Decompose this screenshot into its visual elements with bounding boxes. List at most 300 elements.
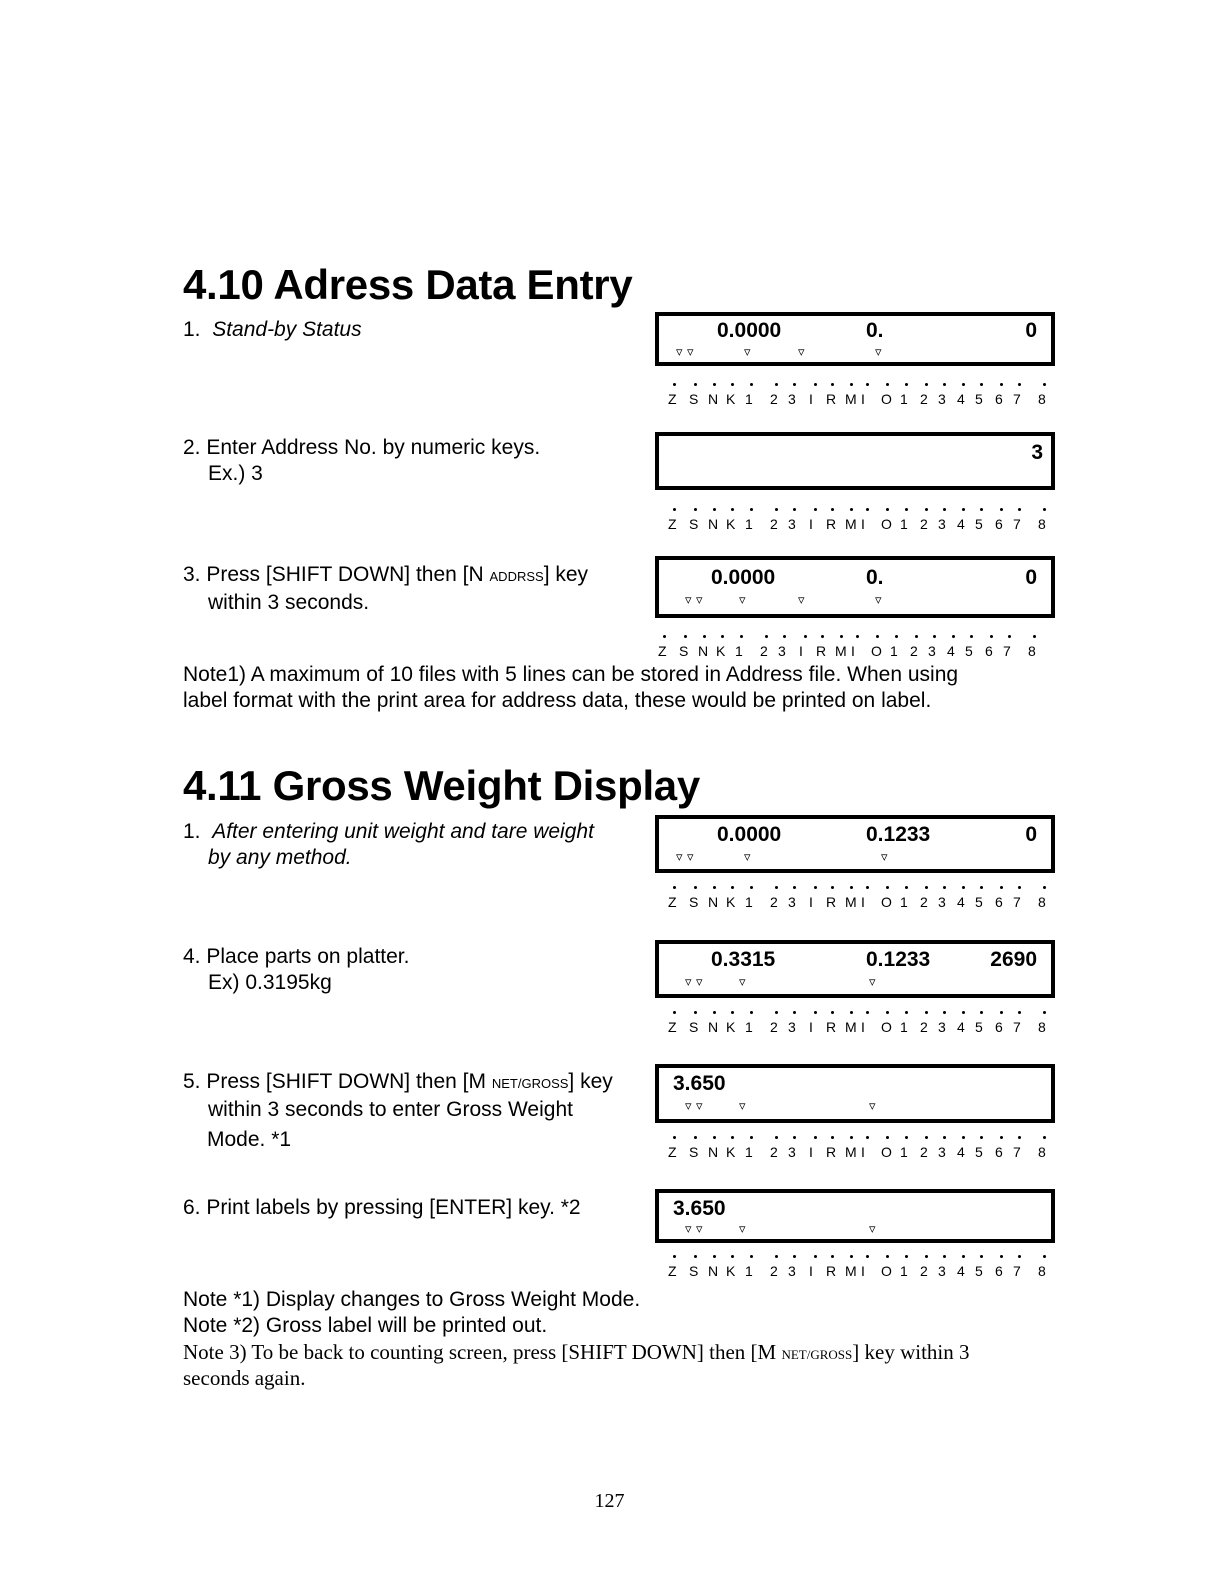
indicator-label: S — [689, 1144, 699, 1160]
indicator-dot — [750, 1136, 753, 1139]
indicator-dot — [765, 635, 768, 638]
indicator-label: 2 — [920, 516, 928, 532]
indicator-label: S — [689, 391, 699, 407]
indicator-label: R — [826, 391, 837, 407]
indicator-label: I — [861, 894, 865, 910]
step-6-print-labels: 6. Print labels by pressing [ENTER] key. *2 — [183, 1196, 581, 1219]
triangle-icon: ▿ — [696, 975, 703, 990]
section-title-address-data-entry: 4.10 Adress Data Entry — [183, 261, 633, 308]
indicator-dot — [943, 1255, 946, 1258]
indicator-dot — [905, 886, 908, 889]
indicator-dot — [1043, 1011, 1046, 1014]
indicator-label: I — [861, 1263, 865, 1279]
indicator-label: 4 — [957, 1144, 965, 1160]
status-indicator-row — [668, 1011, 1048, 1037]
page-number: 127 — [594, 1490, 625, 1512]
indicator-dot — [1033, 635, 1036, 638]
indicator-label: 2 — [920, 1263, 928, 1279]
indicator-label: Z — [668, 1263, 677, 1279]
indicator-label: 3 — [788, 391, 796, 407]
unit-weight-value: 0. — [866, 566, 884, 589]
status-indicator-row — [668, 886, 1048, 912]
indicator-label: 1 — [890, 643, 898, 659]
indicator-label: 7 — [1013, 1263, 1021, 1279]
indicator-dot — [905, 1255, 908, 1258]
indicator-dot — [783, 635, 786, 638]
indicator-dot — [962, 1255, 965, 1258]
indicator-label: N — [708, 516, 719, 532]
indicator-label: M — [845, 1263, 857, 1279]
indicator-label: 4 — [957, 516, 965, 532]
indicator-dot — [814, 1255, 817, 1258]
indicator-label: S — [689, 1263, 699, 1279]
indicator-label: 3 — [788, 894, 796, 910]
indicator-dot — [925, 1255, 928, 1258]
note-1-line-2: label format with the print area for address data, these would be printed on label. — [183, 689, 932, 712]
indicator-label: 6 — [995, 894, 1003, 910]
indicator-dot — [1000, 1255, 1003, 1258]
indicator-label: N — [708, 1019, 719, 1035]
triangle-icon: ▿ — [739, 975, 746, 990]
indicator-label: 4 — [957, 1019, 965, 1035]
indicator-label: S — [689, 516, 699, 532]
weight-value: 0.0000 — [711, 566, 776, 589]
indicator-label: 3 — [938, 1263, 946, 1279]
indicator-dot — [694, 886, 697, 889]
indicator-label: 7 — [1013, 516, 1021, 532]
indicator-label: S — [689, 894, 699, 910]
indicator-label: 5 — [975, 1263, 983, 1279]
indicator-label: K — [726, 1019, 736, 1035]
indicator-label: 3 — [938, 894, 946, 910]
indicator-dot — [721, 635, 724, 638]
status-indicator-row — [668, 1255, 1048, 1281]
indicator-label: 1 — [900, 1019, 908, 1035]
indicator-label: 5 — [975, 516, 983, 532]
indicator-label: K — [726, 516, 736, 532]
indicator-dot — [990, 635, 993, 638]
triangle-icon: ▿ — [676, 345, 683, 360]
step-4-place-parts: 4. Place parts on platter. Ex) 0.3195kg — [183, 945, 410, 994]
indicator-dot — [1000, 886, 1003, 889]
status-indicator-row — [668, 508, 1048, 534]
indicator-label: Z — [658, 643, 667, 659]
indicator-label: R — [826, 1019, 837, 1035]
indicator-dot — [775, 383, 778, 386]
indicator-dot — [943, 886, 946, 889]
indicator-label: 1 — [745, 1263, 753, 1279]
indicator-dot — [694, 1136, 697, 1139]
count-value: 0 — [1025, 566, 1037, 589]
note-3-line-1: Note 3) To be back to counting screen, press [SHIFT DOWN] then [M NET/GROSS] key within 3 — [183, 1340, 970, 1364]
indicator-label: M — [845, 516, 857, 532]
indicator-label: N — [708, 1144, 719, 1160]
indicator-label: M — [835, 643, 847, 659]
indicator-dot — [793, 1255, 796, 1258]
indicator-label: 5 — [965, 643, 973, 659]
note-3-line-2: seconds again. — [183, 1366, 306, 1390]
triangle-icon: ▿ — [676, 850, 683, 865]
indicator-label: 3 — [788, 1019, 796, 1035]
indicator-label: I — [809, 516, 813, 532]
indicator-dot — [731, 886, 734, 889]
indicator-label: Z — [668, 894, 677, 910]
triangle-icon: ▿ — [744, 345, 751, 360]
indicator-dot — [952, 635, 955, 638]
indicator-dot — [775, 1255, 778, 1258]
step-1-standby: 1. Stand-by Status — [183, 318, 362, 341]
indicator-dot — [962, 1136, 965, 1139]
indicator-dot — [793, 1136, 796, 1139]
indicator-label: 1 — [900, 1144, 908, 1160]
indicator-dot — [886, 1136, 889, 1139]
indicator-dot — [775, 1136, 778, 1139]
indicator-label: O — [881, 391, 892, 407]
indicator-label: O — [881, 1144, 892, 1160]
triangle-icon: ▿ — [696, 593, 703, 608]
triangle-icon: ▿ — [869, 1222, 876, 1237]
indicator-dot — [684, 635, 687, 638]
indicator-dot — [866, 1255, 869, 1258]
indicator-dot — [1018, 383, 1021, 386]
indicator-label: N — [698, 643, 709, 659]
count-value: 0 — [1025, 319, 1037, 342]
indicator-dot — [750, 508, 753, 511]
indicator-dot — [740, 635, 743, 638]
indicator-dot — [1000, 508, 1003, 511]
gross-weight-value: 3.650 — [673, 1072, 726, 1095]
weight-value: 0.0000 — [717, 319, 782, 342]
indicator-label: O — [881, 894, 892, 910]
indicator-dot — [943, 383, 946, 386]
triangle-icon: ▿ — [744, 850, 751, 865]
indicator-label: 2 — [770, 391, 778, 407]
indicator-label: K — [716, 643, 726, 659]
indicator-label: 8 — [1038, 1144, 1046, 1160]
indicator-dot — [905, 1011, 908, 1014]
indicator-label: S — [689, 1019, 699, 1035]
indicator-dot — [886, 1255, 889, 1258]
unit-weight-value: 0.1233 — [866, 823, 931, 846]
step-5-press-shift-down: 5. Press [SHIFT DOWN] then [M NET/GROSS] key within 3 seconds to enter Gross Weight Mode. *1 — [183, 1070, 613, 1151]
indicator-dot — [866, 1011, 869, 1014]
indicator-dots — [658, 635, 1038, 643]
indicator-dot — [1000, 383, 1003, 386]
lcd-display — [655, 1189, 1055, 1243]
indicator-dot — [850, 383, 853, 386]
indicator-dot — [775, 508, 778, 511]
indicator-dot — [673, 383, 676, 386]
triangle-icon: ▿ — [687, 345, 694, 360]
triangle-icon: ▿ — [739, 1222, 746, 1237]
indicator-label: 5 — [975, 1144, 983, 1160]
indicator-dot — [831, 1011, 834, 1014]
indicator-label: 6 — [995, 1144, 1003, 1160]
indicator-dot — [694, 1255, 697, 1258]
indicator-dot — [775, 1011, 778, 1014]
indicator-dot — [831, 383, 834, 386]
lcd-display — [655, 815, 1055, 873]
indicator-dot — [1018, 1136, 1021, 1139]
indicator-label: 3 — [938, 391, 946, 407]
indicator-label: 8 — [1038, 391, 1046, 407]
indicator-label: 8 — [1038, 1019, 1046, 1035]
indicator-label: 3 — [938, 516, 946, 532]
indicator-dot — [962, 1011, 965, 1014]
indicator-label: 2 — [920, 1019, 928, 1035]
indicator-dot — [713, 1255, 716, 1258]
indicator-dot — [925, 508, 928, 511]
indicator-dot — [775, 886, 778, 889]
indicator-dot — [943, 1011, 946, 1014]
indicator-dot — [933, 635, 936, 638]
indicator-dot — [980, 1011, 983, 1014]
indicator-label: 2 — [770, 1263, 778, 1279]
indicator-label: 4 — [957, 1263, 965, 1279]
indicator-dot — [750, 1011, 753, 1014]
indicator-dot — [1018, 508, 1021, 511]
indicator-label: 6 — [995, 1019, 1003, 1035]
indicator-label: O — [881, 516, 892, 532]
indicator-dot — [814, 886, 817, 889]
note-1-line-1: Note1) A maximum of 10 files with 5 lines can be stored in Address file. When using — [183, 663, 959, 686]
indicator-dot — [943, 508, 946, 511]
indicator-dot — [962, 508, 965, 511]
indicator-label: I — [809, 1144, 813, 1160]
indicator-dot — [943, 1136, 946, 1139]
indicator-dot — [866, 383, 869, 386]
indicator-dot — [673, 1136, 676, 1139]
indicator-dot — [1043, 508, 1046, 511]
indicator-label: 1 — [900, 1263, 908, 1279]
indicator-label: 2 — [910, 643, 918, 659]
indicator-label: Z — [668, 516, 677, 532]
indicator-dot — [1043, 383, 1046, 386]
indicator-label: 2 — [920, 391, 928, 407]
indicator-label: 1 — [900, 516, 908, 532]
indicator-dot — [925, 1011, 928, 1014]
indicator-label: M — [845, 1019, 857, 1035]
gross-weight-value: 3.650 — [673, 1197, 726, 1220]
indicator-label: Z — [668, 1144, 677, 1160]
indicator-dot — [850, 1136, 853, 1139]
indicator-label: K — [726, 894, 736, 910]
indicator-dot — [1008, 635, 1011, 638]
lcd-display — [655, 1064, 1055, 1123]
indicator-dot — [895, 635, 898, 638]
indicator-dot — [750, 886, 753, 889]
indicator-label: 7 — [1013, 1019, 1021, 1035]
indicator-label: 7 — [1003, 643, 1011, 659]
indicator-label: O — [881, 1263, 892, 1279]
lcd-display — [655, 312, 1055, 366]
indicator-label: K — [726, 1144, 736, 1160]
indicator-dot — [866, 1136, 869, 1139]
indicator-dot — [1000, 1011, 1003, 1014]
indicator-label: S — [679, 643, 689, 659]
triangle-icon: ▿ — [685, 975, 692, 990]
indicator-dot — [850, 1255, 853, 1258]
indicator-dot — [694, 383, 697, 386]
indicator-dot — [925, 886, 928, 889]
indicator-dot — [866, 508, 869, 511]
indicator-dot — [962, 886, 965, 889]
status-indicator-row — [658, 635, 1038, 661]
count-value: 2690 — [990, 948, 1037, 971]
indicator-dot — [731, 1136, 734, 1139]
indicator-dot — [713, 508, 716, 511]
indicator-dot — [793, 1011, 796, 1014]
triangle-icon: ▿ — [687, 850, 694, 865]
indicator-dot — [793, 383, 796, 386]
indicator-dot — [703, 635, 706, 638]
note-star-2: Note *2) Gross label will be printed out. — [183, 1314, 548, 1337]
indicator-label: I — [861, 391, 865, 407]
indicator-label: 3 — [788, 516, 796, 532]
triangle-icon: ▿ — [685, 593, 692, 608]
indicator-label: 1 — [745, 1144, 753, 1160]
indicator-label: I — [809, 894, 813, 910]
indicator-label: O — [871, 643, 882, 659]
indicator-dot — [814, 508, 817, 511]
indicator-dot — [840, 635, 843, 638]
indicator-label: 5 — [975, 1019, 983, 1035]
indicator-label: 3 — [788, 1263, 796, 1279]
indicator-dot — [980, 886, 983, 889]
indicator-dot — [731, 1255, 734, 1258]
indicator-dot — [814, 1136, 817, 1139]
indicator-dot — [905, 1136, 908, 1139]
indicator-dot — [980, 1136, 983, 1139]
triangle-icon: ▿ — [685, 1099, 692, 1114]
triangle-icon: ▿ — [696, 1099, 703, 1114]
triangle-icon: ▿ — [798, 345, 805, 360]
indicator-dot — [1018, 1011, 1021, 1014]
indicator-dot — [962, 383, 965, 386]
indicator-dot — [750, 383, 753, 386]
indicator-label: 8 — [1038, 894, 1046, 910]
indicator-label: 8 — [1038, 516, 1046, 532]
indicator-dots — [668, 886, 1048, 894]
indicator-label: 6 — [985, 643, 993, 659]
indicator-dot — [663, 635, 666, 638]
indicator-label: R — [826, 1263, 837, 1279]
triangle-icon: ▿ — [869, 1099, 876, 1114]
indicator-dot — [886, 383, 889, 386]
indicator-label: M — [845, 894, 857, 910]
indicator-dot — [886, 886, 889, 889]
indicator-dot — [673, 508, 676, 511]
indicator-dot — [1018, 886, 1021, 889]
indicator-dot — [886, 1011, 889, 1014]
indicator-dot — [814, 1011, 817, 1014]
indicator-dot — [713, 886, 716, 889]
unit-weight-value: 0.1233 — [866, 948, 931, 971]
indicator-label: Z — [668, 1019, 677, 1035]
indicator-label: 5 — [975, 391, 983, 407]
indicator-label: I — [809, 391, 813, 407]
indicator-label: 2 — [760, 643, 768, 659]
indicator-dot — [886, 508, 889, 511]
triangle-icon: ▿ — [696, 1222, 703, 1237]
indicator-label: 2 — [770, 894, 778, 910]
indicator-dots — [668, 508, 1048, 516]
step-3-press-shift-down: 3. Press [SHIFT DOWN] then [N ADDRSS] key within 3 seconds. — [183, 563, 589, 614]
indicator-dot — [1018, 1255, 1021, 1258]
indicator-label: R — [826, 516, 837, 532]
indicator-dot — [1043, 1136, 1046, 1139]
indicator-label: R — [826, 894, 837, 910]
indicator-label: 2 — [920, 894, 928, 910]
indicator-dot — [831, 508, 834, 511]
note-star-1: Note *1) Display changes to Gross Weight Mode. — [183, 1288, 641, 1311]
lcd-display — [655, 556, 1055, 618]
section-title-gross-weight-display: 4.11 Gross Weight Display — [183, 762, 700, 809]
indicator-dot — [673, 1011, 676, 1014]
status-indicator-row — [668, 1136, 1048, 1162]
indicator-label: 3 — [788, 1144, 796, 1160]
indicator-label: 1 — [745, 1019, 753, 1035]
indicator-dot — [750, 1255, 753, 1258]
indicator-dot — [673, 886, 676, 889]
indicator-dot — [793, 508, 796, 511]
unit-weight-value: 0. — [866, 319, 884, 342]
indicator-dots — [668, 1255, 1048, 1263]
indicator-dot — [876, 635, 879, 638]
indicator-label: I — [861, 1144, 865, 1160]
indicator-dot — [850, 1011, 853, 1014]
indicator-dot — [673, 1255, 676, 1258]
triangle-icon: ▿ — [875, 593, 882, 608]
lcd-display — [655, 940, 1055, 998]
indicator-label: 6 — [995, 391, 1003, 407]
indicator-label: N — [708, 894, 719, 910]
indicator-dot — [804, 635, 807, 638]
indicator-label: N — [708, 1263, 719, 1279]
indicator-dot — [980, 508, 983, 511]
indicator-dot — [980, 383, 983, 386]
indicator-label: 2 — [770, 1019, 778, 1035]
count-value: 0 — [1025, 823, 1037, 846]
triangle-icon: ▿ — [881, 850, 888, 865]
triangle-icon: ▿ — [739, 1099, 746, 1114]
indicator-label: K — [726, 391, 736, 407]
indicator-dot — [793, 886, 796, 889]
indicator-label: 7 — [1013, 894, 1021, 910]
indicator-dot — [905, 383, 908, 386]
indicator-label: 1 — [735, 643, 743, 659]
indicator-label: 6 — [995, 516, 1003, 532]
indicator-dots — [668, 383, 1048, 391]
indicator-dot — [1043, 886, 1046, 889]
indicator-dot — [905, 508, 908, 511]
indicator-label: I — [861, 1019, 865, 1035]
weight-value: 0.3315 — [711, 948, 776, 971]
indicator-label: 2 — [920, 1144, 928, 1160]
indicator-dots — [668, 1011, 1048, 1019]
triangle-icon: ▿ — [875, 345, 882, 360]
triangle-icon: ▿ — [685, 1222, 692, 1237]
indicator-label: K — [726, 1263, 736, 1279]
indicator-dot — [1000, 1136, 1003, 1139]
indicator-label: 4 — [957, 391, 965, 407]
indicator-dot — [831, 1136, 834, 1139]
indicator-dot — [850, 886, 853, 889]
indicator-label: N — [708, 391, 719, 407]
indicator-dot — [713, 1136, 716, 1139]
indicator-label: I — [861, 516, 865, 532]
triangle-icon: ▿ — [739, 593, 746, 608]
